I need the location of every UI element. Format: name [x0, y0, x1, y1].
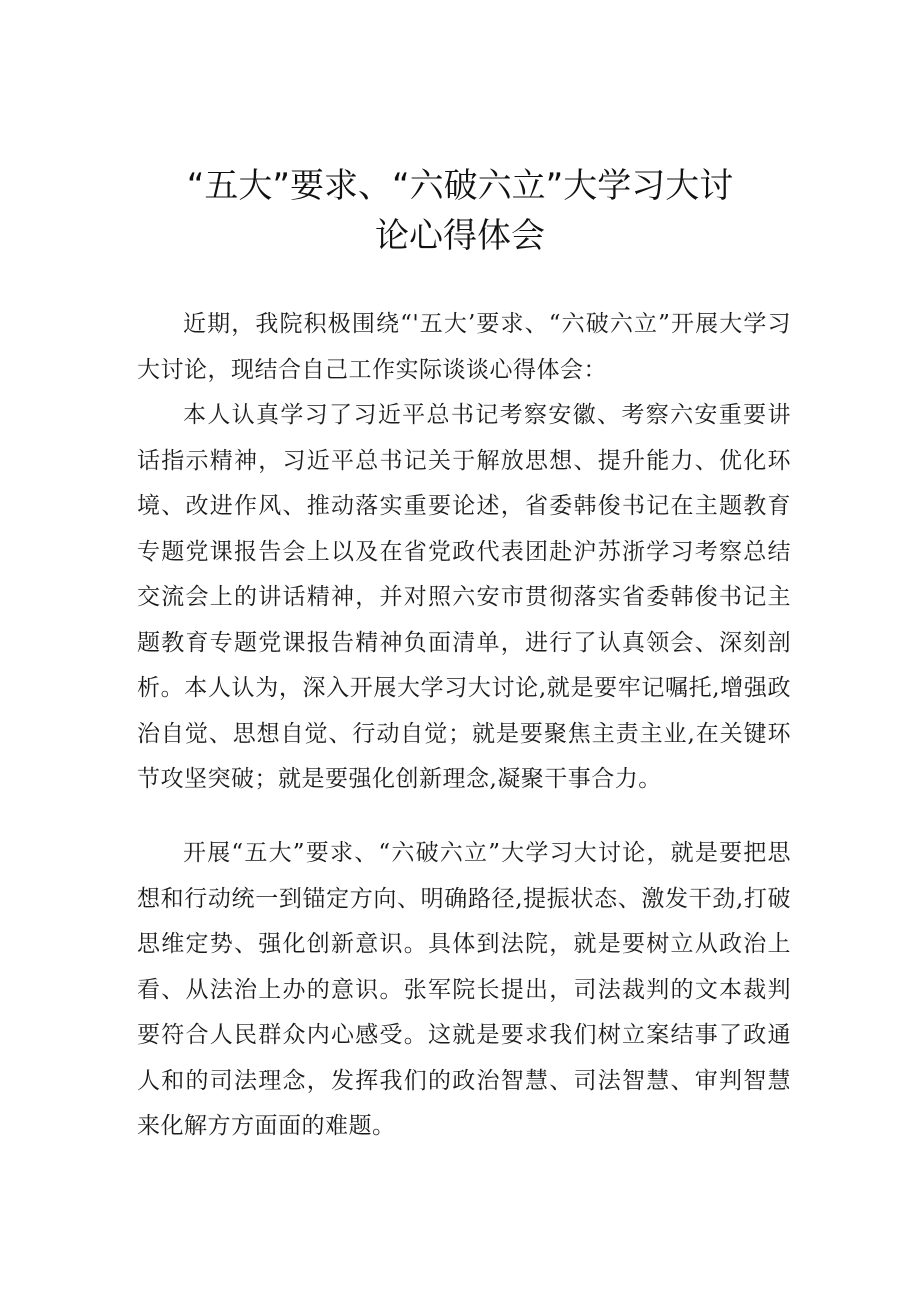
paragraph-text: 近期，我院积极围绕“'五大’要求、“六破六立”开展大学习大讨论，现结合自己工作实际谈谈心得体会： [137, 311, 791, 383]
paragraph-text: 开展“五大”要求、“六破六立”大学习大讨论，就是要把思想和行动统一到锚定方向、明确路径,提振状态、激发干劲,打破思维定势、强化创新意识。具体到法院，就是要树立从政治上看、从法治上办的意识。张军院长提出，司法裁判的文本裁判要符合人民群众内心感受。这就是要求我们树立案结事了政通人和的司法理念，发挥我们的政治智慧、司法智慧、审判智慧来化解方方面面的难题。 [137, 840, 791, 1139]
body-paragraph-study [137, 393, 791, 803]
body-paragraph-court [137, 831, 791, 1150]
body-paragraph-intro [137, 302, 791, 393]
document-title-line-2: 论心得体会 [375, 216, 545, 256]
paragraph-text: 本人认真学习了习近平总书记考察安徽、考察六安重要讲话指示精神，习近平总书记关于解放思想、提升能力、优化环境、改进作风、推动落实重要论述，省委韩俊书记在主题教育专题党课报告会上以及在省党政代表团赴沪苏浙学习考察总结交流会上的讲话精神，并对照六安市贯彻落实省委韩俊书记主题教育专题党课报告精神负面清单，进行了认真领会、深刻剖析。本人认为，深入开展大学习大讨论,就是要牢记嘱托,增强政治自觉、思想自觉、行动自觉；就是要聚焦主责主业,在关键环节攻坚突破；就是要强化创新理念,凝聚干事合力。 [137, 402, 791, 792]
document-title-line-1: “五大”要求、“六破六立”大学习大讨 [186, 166, 734, 206]
